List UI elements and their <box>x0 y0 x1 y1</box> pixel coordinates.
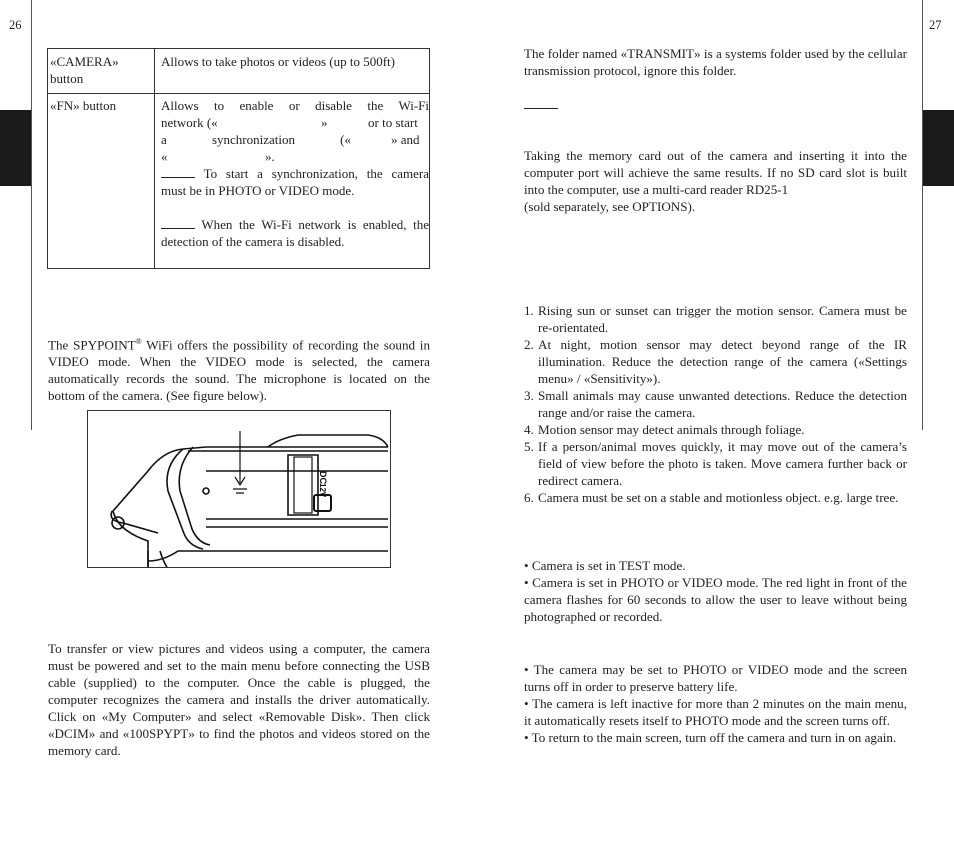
list-item: • Camera is set in TEST mode. <box>524 558 686 573</box>
fn-note-1-line-1: To start a synchronization, the camera <box>161 165 429 182</box>
transmit-folder-paragraph: The folder named «TRANSMIT» is a systems folder used by the cellular transmission protocol, ignore this folder. <box>524 46 907 78</box>
controls-table <box>47 48 430 269</box>
fn-desc-line-2a: network (« <box>161 115 218 130</box>
table-cell-camera-button: «CAMERA» button <box>50 54 119 86</box>
fn-desc-line-4a: « <box>161 149 168 164</box>
sound-recording-paragraph: The SPYPOINT® WiFi offers the possibility of recording the sound in VIDEO mode. When the VIDEO mode is selected, the camera automatically records the sound. The microphone is located on the bottom of the camera. (See figure below). <box>48 337 430 404</box>
troubleshooting-list <box>524 302 907 506</box>
note-label-blank <box>161 218 195 229</box>
section-tab-left <box>0 110 31 186</box>
table-row-divider <box>48 93 429 94</box>
page-margin-line-right <box>922 0 923 430</box>
note-label-blank <box>524 108 558 109</box>
fn-desc-line-4b: ». <box>265 149 275 164</box>
list-item: 2. At night, motion sensor may detect beyond range of the IR illumination. Reduce the detection range of the camera («Settings menu» / «Sensitivity»). <box>524 337 907 386</box>
table-cell-camera-description: Allows to take photos or videos (up to 500ft) <box>161 54 395 69</box>
voltage-label: 12V <box>318 483 327 498</box>
fn-desc-line-3b: » and <box>391 132 420 147</box>
list-item: 3. Small animals may cause unwanted detections. Reduce the detection range and/or raise the camera. <box>524 388 907 420</box>
camera-bottom-illustration <box>88 411 391 568</box>
page-number-left: 26 <box>9 18 22 32</box>
fn-desc-line-2c: or to start <box>368 115 418 130</box>
fn-note-1-line-2: must be in PHOTO or VIDEO mode. <box>161 183 355 198</box>
page-number-right: 27 <box>929 18 942 32</box>
microphone-location-figure <box>87 410 391 568</box>
list-item: 4. Motion sensor may detect animals through foliage. <box>524 422 805 437</box>
list-item: • The camera may be set to PHOTO or VIDEO mode and the screen turns off in order to preserve battery life. <box>524 662 907 694</box>
list-item: 1. Rising sun or sunset can trigger the motion sensor. Camera must be re-orientated. <box>524 303 907 335</box>
fn-desc-line-1: Allows to enable or disable the Wi-Fi <box>161 98 429 113</box>
list-item: • The camera is left inactive for more than 2 minutes on the main menu, it automatically resets itself to PHOTO mode and the screen turns off. <box>524 696 907 728</box>
fn-note-2-line-1: When the Wi-Fi network is enabled, the <box>161 216 429 233</box>
memory-card-paragraph: Taking the memory card out of the camera and inserting it into the computer port will achieve the same results. If no SD card slot is built into the computer, use a multi-card reader RD25-1 (sold separately, see OPTIONS). <box>524 148 907 214</box>
note-label-blank <box>161 167 195 178</box>
dc-port-label: DC <box>318 471 328 484</box>
fn-desc-line-2b: » <box>321 115 328 130</box>
list-item: • Camera is set in PHOTO or VIDEO mode. The red light in front of the camera flashes for 60 seconds to allow the user to leave without being photographed or recorded. <box>524 575 907 624</box>
fn-note-2-line-2: detection of the camera is disabled. <box>161 234 345 249</box>
list-item: 6. Camera must be set on a stable and motionless object. e.g. large tree. <box>524 490 899 505</box>
table-column-divider <box>154 49 155 268</box>
computer-transfer-paragraph: To transfer or view pictures and videos using a computer, the camera must be powered and set to the main menu before connecting the USB cable (supplied) to the computer. Once the cable is plugged, the computer recognizes the camera and installs the driver automatically. Click on «My Computer» and select «Removable Disk». Then click «DCIM» and «100SPYPT» to find the photos and videos stored on the memory card. <box>48 641 430 758</box>
page-margin-line-left <box>31 0 32 430</box>
fn-desc-line-3a: a synchronization (« <box>161 132 351 147</box>
screen-off-causes <box>524 661 907 746</box>
list-item: 5. If a person/animal moves quickly, it may move out of the camera’s field of view before the photo is taken. Move camera further back or redirect camera. <box>524 439 907 488</box>
section-tab-right <box>923 110 954 186</box>
no-photo-causes <box>524 557 907 625</box>
table-cell-fn-button: «FN» button <box>50 98 117 113</box>
list-item: • To return to the main screen, turn off the camera and turn in on again. <box>524 730 897 745</box>
